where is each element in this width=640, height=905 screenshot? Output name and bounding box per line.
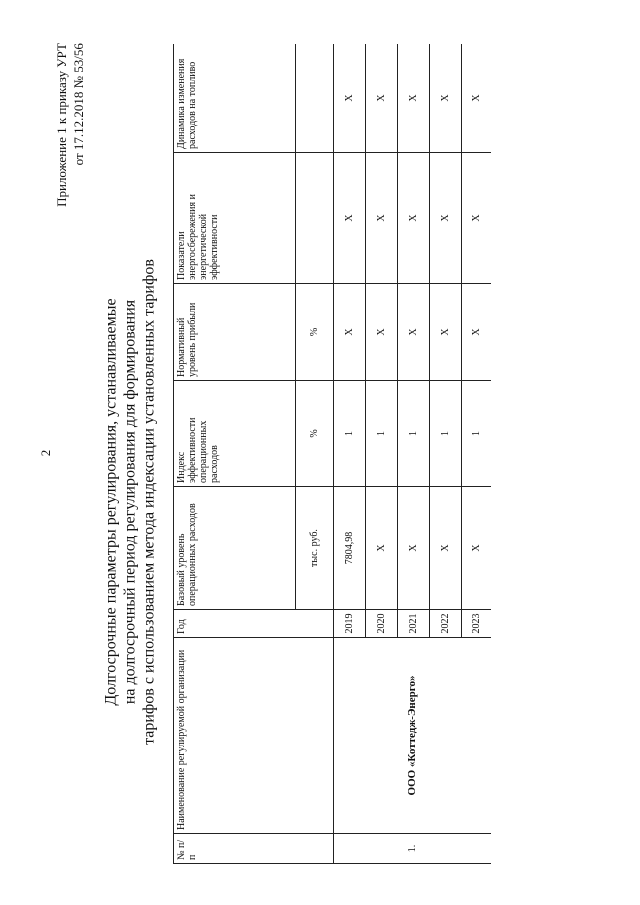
cell-fuel: Х (398, 44, 430, 153)
row-number: 1. (334, 834, 492, 864)
unit-fuel (296, 44, 334, 153)
cell-year: 2021 (398, 610, 430, 638)
parameters-table (173, 44, 491, 864)
cell-index: 1 (398, 381, 430, 487)
unit-profit: % (296, 284, 334, 381)
appendix-line-1: Приложение 1 к приказу УРТ (54, 43, 69, 207)
cell-energy: Х (430, 153, 462, 284)
cell-profit: Х (334, 284, 366, 381)
header-num: № п/п (174, 834, 334, 864)
table-row (334, 44, 366, 864)
cell-base: 7804,98 (334, 487, 366, 610)
cell-index: 1 (334, 381, 366, 487)
unit-base: тыс. руб. (296, 487, 334, 610)
organization-name: ООО «Коттедж-Энерго» (334, 638, 492, 834)
header-index: Индекс эффективности операционных расходов (174, 381, 296, 487)
cell-base: Х (398, 487, 430, 610)
title-line-2: на долгосрочный период регулирования для формирования (121, 299, 139, 705)
cell-base: Х (430, 487, 462, 610)
cell-fuel: Х (334, 44, 366, 153)
header-profit: Нормативный уровень прибыли (174, 284, 296, 381)
cell-energy: Х (366, 153, 398, 284)
title-line-3: тарифов с использованием метода индексации установленных тарифов (140, 259, 158, 745)
cell-profit: Х (366, 284, 398, 381)
cell-index: 1 (366, 381, 398, 487)
unit-energy (296, 153, 334, 284)
cell-index: 1 (462, 381, 492, 487)
header-year: Год (174, 610, 334, 638)
table-header-row (174, 44, 296, 864)
cell-fuel: Х (366, 44, 398, 153)
header-base: Базовый уровень операционных расходов (174, 487, 296, 610)
cell-energy: Х (398, 153, 430, 284)
cell-year: 2019 (334, 610, 366, 638)
cell-year: 2020 (366, 610, 398, 638)
cell-year: 2022 (430, 610, 462, 638)
appendix-line-2: от 17.12.2018 № 53/56 (71, 43, 86, 166)
cell-fuel: Х (430, 44, 462, 153)
cell-base: Х (366, 487, 398, 610)
parameters-table-container (173, 44, 491, 864)
header-energy: Показатели энергосбережения и энергетической эффективности (174, 153, 296, 284)
cell-energy: Х (462, 153, 492, 284)
cell-profit: Х (398, 284, 430, 381)
header-org: Наименование регулируемой организации (174, 638, 334, 834)
cell-fuel: Х (462, 44, 492, 153)
cell-index: 1 (430, 381, 462, 487)
document-title (102, 259, 159, 745)
page-number: 2 (38, 449, 53, 457)
unit-index: % (296, 381, 334, 487)
header-fuel: Динамика изменения расходов на топливо (174, 44, 296, 153)
title-line-1: Долгосрочные параметры регулирования, устанавливаемые (102, 298, 120, 706)
appendix-note (53, 43, 87, 207)
cell-base: Х (462, 487, 492, 610)
cell-profit: Х (462, 284, 492, 381)
cell-year: 2023 (462, 610, 492, 638)
cell-profit: Х (430, 284, 462, 381)
cell-energy: Х (334, 153, 366, 284)
